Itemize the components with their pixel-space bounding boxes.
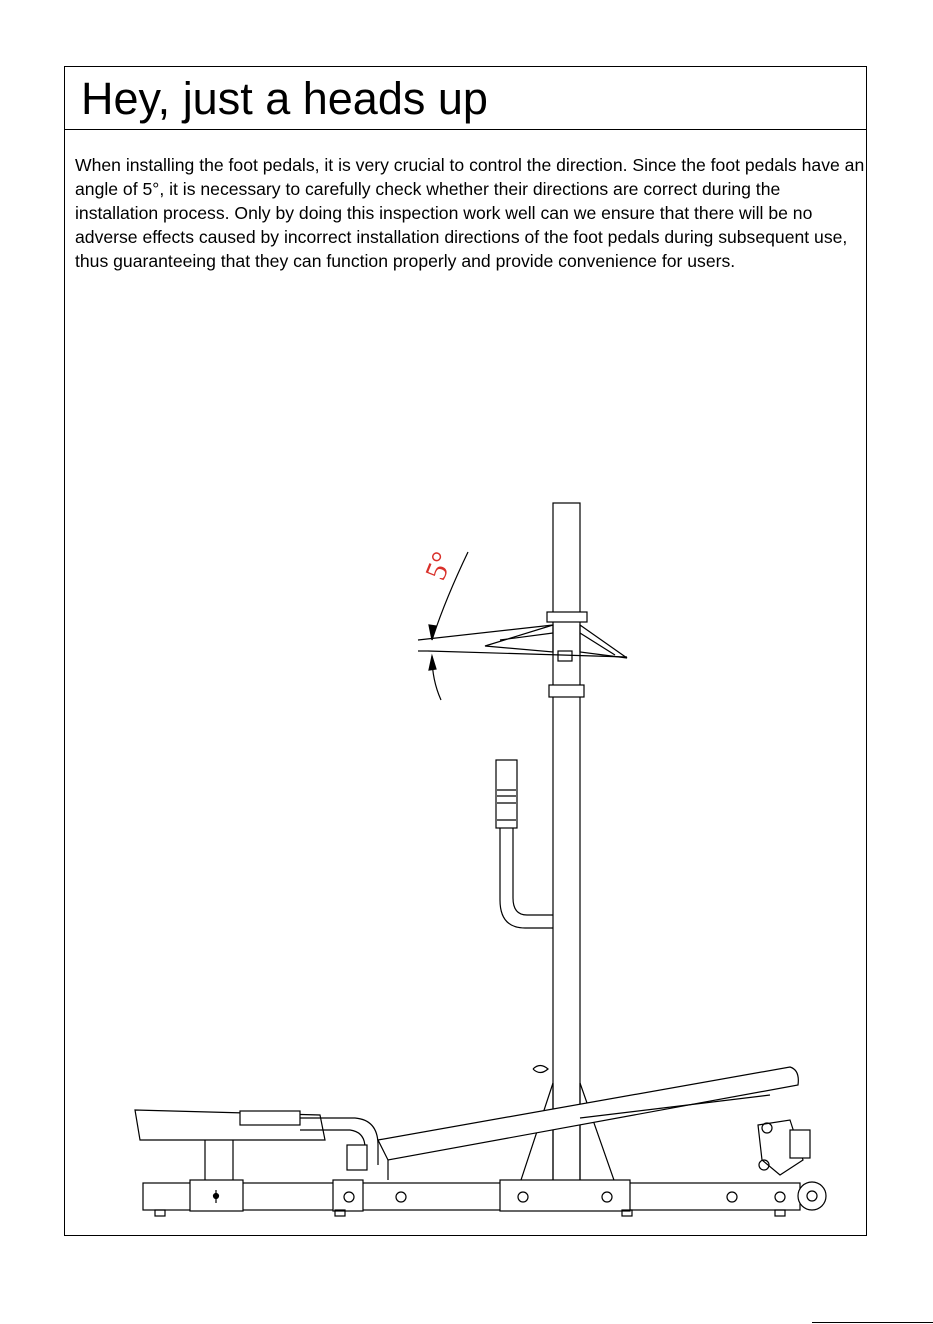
base-rail <box>143 1180 826 1216</box>
left-pedal-board <box>135 1110 378 1183</box>
page-footer-rule <box>812 1322 933 1323</box>
vertical-post <box>547 503 587 1183</box>
angle-label: 5° <box>418 547 460 585</box>
pedal-bracket <box>418 625 627 658</box>
notice-paragraph: When installing the foot pedals, it is very crucial to control the direction. Since the foot pedals have an angle of 5°, it is necessary to carefully check whether their directions are correct during the installation process. Only by doing this inspection work well can we ensure that there will be no adverse effects caused by incorrect installation directions of the foot pedals during subsequent use, thus guaranteeing that they can function properly and provide convenience for users. <box>75 155 865 271</box>
handle-bar <box>496 760 553 928</box>
page-title: Hey, just a heads up <box>81 73 488 124</box>
